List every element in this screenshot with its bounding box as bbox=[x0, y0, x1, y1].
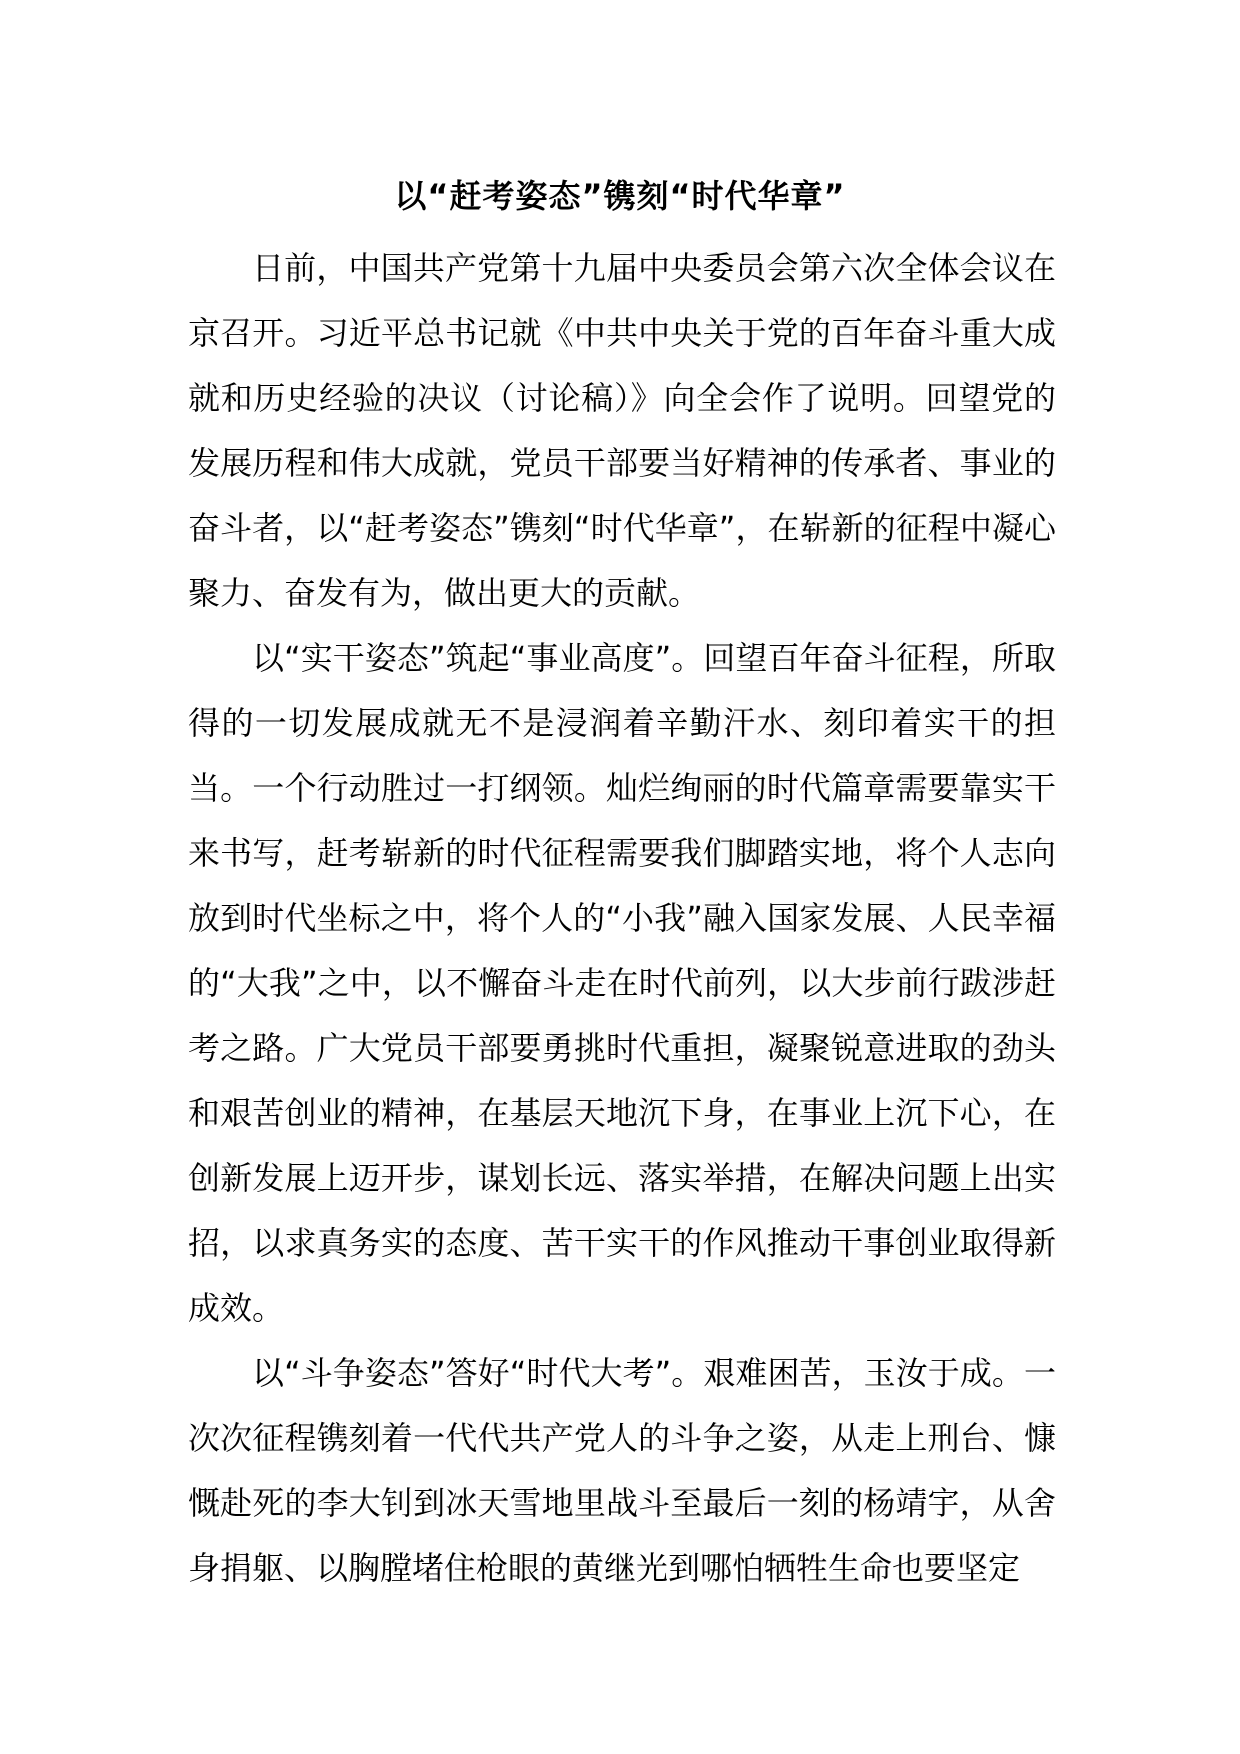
paragraph-3: 以“斗争姿态”答好“时代大考”。艰难困苦，玉汝于成。一次次征程镌刻着一代代共产党人的斗争之姿，从走上刑台、慷慨赴死的李大钊到冰天雪地里战斗至最后一刻的杨靖宇，从舍身捐躯、以胸膛堵住枪眼的黄继光到哪怕牺牲生命也要坚定 bbox=[188, 1354, 1056, 1587]
document-body bbox=[188, 236, 1056, 1601]
paragraph-1: 日前，中国共产党第十九届中央委员会第六次全体会议在京召开。习近平总书记就《中共中央关于党的百年奋斗重大成就和历史经验的决议（讨论稿）》向全会作了说明。回望党的发展历程和伟大成就，党员干部要当好精神的传承者、事业的奋斗者，以“赶考姿态”镌刻“时代华章”，在崭新的征程中凝心聚力、奋发有为，做出更大的贡献。 bbox=[188, 249, 1056, 612]
paragraph-2: 以“实干姿态”筑起“事业高度”。回望百年奋斗征程，所取得的一切发展成就无不是浸润着辛勤汗水、刻印着实干的担当。一个行动胜过一打纲领。灿烂绚丽的时代篇章需要靠实干来书写，赶考崭新的时代征程需要我们脚踏实地，将个人志向放到时代坐标之中，将个人的“小我”融入国家发展、人民幸福的“大我”之中，以不懈奋斗走在时代前列，以大步前行跋涉赶考之路。广大党员干部要勇挑时代重担，凝聚锐意进取的劲头和艰苦创业的精神，在基层天地沉下身，在事业上沉下心，在创新发展上迈开步，谋划长远、落实举措，在解决问题上出实招，以求真务实的态度、苦干实干的作风推动干事创业取得新成效。 bbox=[188, 639, 1056, 1327]
document-title: 以“赶考姿态”镌刻“时代华章” bbox=[394, 177, 846, 215]
